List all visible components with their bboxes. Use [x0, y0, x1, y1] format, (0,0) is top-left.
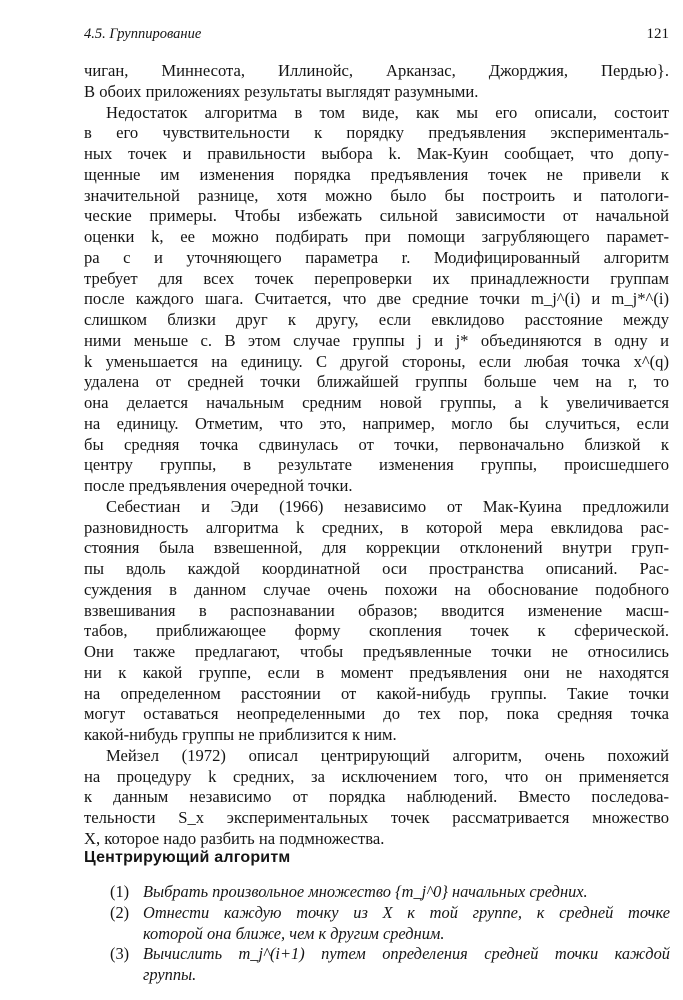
text-line: на определенном расстоянии от какой-нибудь группы. Такие точки	[84, 683, 669, 703]
text-line: пы вдоль каждой координатной оси пространства описаний. Рас-	[84, 559, 669, 578]
step-number: (3)	[110, 944, 130, 964]
step-number: (2)	[110, 902, 130, 922]
text-line: группы.	[143, 965, 197, 984]
paragraph-3	[84, 497, 669, 746]
running-head: 4.5. Группирование	[84, 26, 202, 42]
text-line: в его чувствительности к порядку предъявления эксперименталь-	[84, 123, 669, 143]
paragraph-2	[84, 103, 669, 497]
body-text	[84, 61, 669, 850]
text-line: ческие примеры. Чтобы избежать сильной зависимости от начальной	[84, 206, 669, 226]
text-line: Отнести каждую точку из X к той группе, к средней точке	[143, 902, 670, 922]
algorithm-steps	[110, 882, 670, 986]
text-line: центру группы, в результате изменения группы, происшедшего	[84, 455, 669, 475]
text-line: Недостаток алгоритма в том виде, как мы его описали, состоит	[106, 102, 669, 122]
text-line: k уменьшается на единицу. С другой стороны, если любая точка x^(q)	[84, 351, 669, 371]
text-line: ных точек и правильности выбора k. Мак-Куин сообщает, что допу-	[84, 144, 669, 163]
algorithm-step-1	[110, 882, 670, 903]
text-line: требует для всех точек перепроверки их принадлежности группам	[84, 268, 669, 288]
text-line: взвешивания в распознавании образов; вводится изменение масш-	[84, 600, 669, 620]
text-line: оценки k, ее можно подбирать при помощи загрубляющего парамет-	[84, 227, 669, 246]
text-line: ра c и уточняющего параметра r. Модифицированный алгоритм	[84, 247, 669, 267]
paragraph-4	[84, 746, 669, 850]
text-line: Мейзел (1972) описал центрирующий алгоритм, очень похожий	[106, 745, 669, 765]
text-line: Себестиан и Эди (1966) независимо от Мак-Куина предложили	[106, 496, 669, 516]
text-line: ними меньше c. В этом случае группы j и j* объединяются в одну и	[84, 330, 669, 350]
text-line: Вычислить m_j^(i+1) путем определения средней точки каждой	[143, 944, 670, 964]
text-line: Они также предлагают, чтобы предъявленные точки не относились	[84, 642, 669, 661]
text-line: Выбрать произвольное множество {m_j^0} начальных средних.	[143, 882, 588, 901]
text-line: могут оставаться неопределенными до тех пор, пока средняя точка	[84, 704, 669, 724]
text-line: разновидность алгоритма k средних, в которой мера евклидова рас-	[84, 517, 669, 537]
text-line: удалена от средней точки ближайшей группы больше чем на r, то	[84, 372, 669, 392]
text-line: X, которое надо разбить на подмножества.	[84, 828, 385, 848]
text-line: к данным независимо от порядка наблюдений. Вместо последова-	[84, 787, 669, 807]
text-line: бы средняя точка сдвинулась от точки, первоначально близкой к	[84, 434, 669, 454]
step-number: (1)	[110, 882, 130, 901]
text-line: слишком близки друг к другу, если евклидово расстояние между	[84, 310, 669, 329]
text-line: стояния была взвешенной, для коррекции отклонений внутри груп-	[84, 538, 669, 558]
algorithm-step-2	[110, 903, 670, 945]
text-line: после предъявления очередной точки.	[84, 476, 353, 495]
text-line: В обоих приложениях результаты выглядят разумными.	[84, 81, 479, 101]
text-line: суждения в данном случае очень похожи на обоснование подобного	[84, 579, 669, 599]
algorithm-step-3	[110, 944, 670, 986]
text-line: после каждого шага. Считается, что две средние точки m_j^(i) и m_j*^(i)	[84, 289, 669, 309]
text-line: какой-нибудь группы не приблизится к ним.	[84, 725, 397, 744]
text-line: она делается начальным средним новой группы, а k увеличивается	[84, 393, 669, 412]
page-number: 121	[646, 26, 669, 42]
text-line: на единицу. Отметим, что это, например, могло бы случиться, если	[84, 413, 669, 433]
paragraph-1	[84, 61, 669, 103]
text-line: табов, приближающее форму скопления точек к сферической.	[84, 621, 669, 641]
text-line: на процедуру k средних, за исключением того, что он применяется	[84, 766, 669, 786]
section-heading: Центрирующий алгоритм	[84, 849, 291, 866]
text-line: тельности S_x экспериментальных точек рассматривается множество	[84, 808, 669, 827]
text-line: щенные им изменения порядка предъявления точек не привели к	[84, 164, 669, 184]
text-line: которой она ближе, чем к другим средним.	[143, 923, 445, 943]
text-line: значительной разнице, хотя можно было бы построить и патологи-	[84, 185, 669, 205]
text-line: ни к какой группе, если в момент предъявления они не находятся	[84, 662, 669, 682]
page-header	[84, 26, 669, 46]
text-line: чиган, Миннесота, Иллинойс, Арканзас, Джорджия, Пердью}.	[84, 61, 669, 80]
